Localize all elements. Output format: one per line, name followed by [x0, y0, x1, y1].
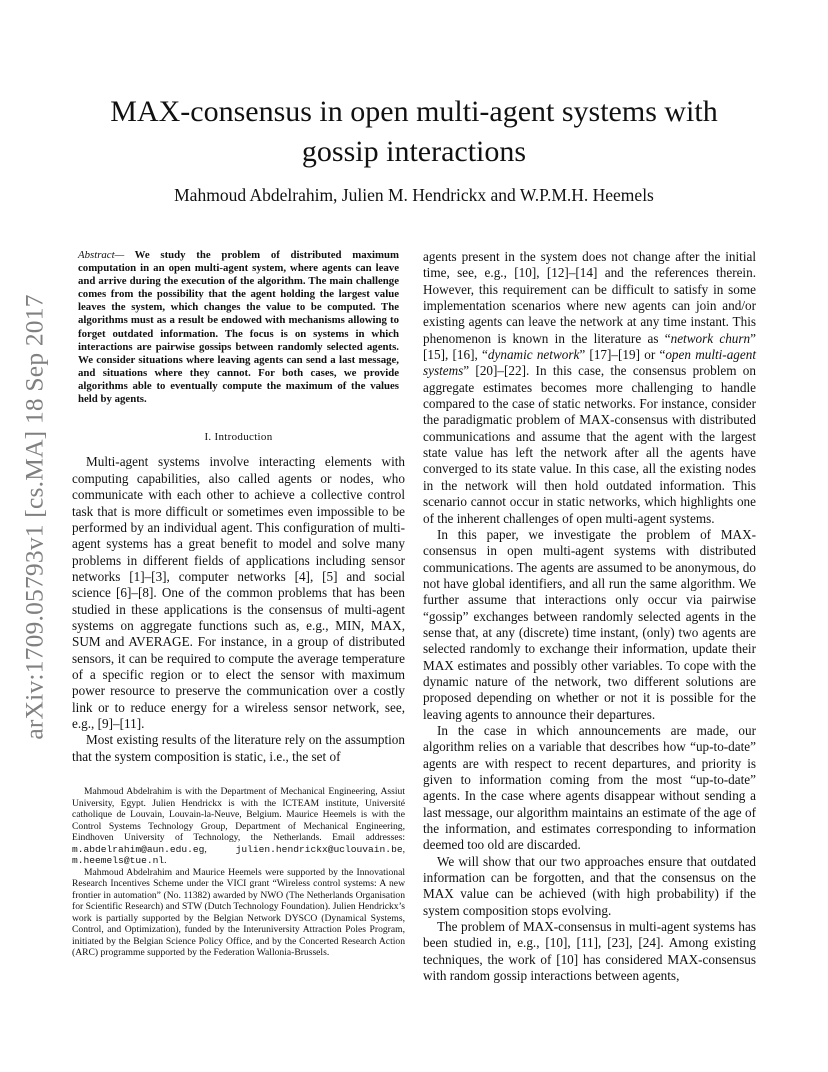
- title-line-1: MAX-consensus in open multi-agent systems with: [110, 95, 718, 128]
- rp1-em-open-mas: open multi-agent systems: [423, 347, 756, 379]
- rp1-d: ” [20]–[22]. In this case, the consensus problem on aggregate estimates becomes more challenging to handle compared to the case of static networks. For instance, consider the paradigmatic problem of MAX-consensus with distributed communications and assume that the agent with the largest state value has left the network after all the agents have converged to its state value. In this case, all the existing nodes in the network will then hold outdated information. This scenario cannot occur in static networks, which highlights one of the inherent challenges of open multi-agent systems.: [423, 363, 756, 526]
- author-list: Mahmoud Abdelrahim, Julien M. Hendrickx and W.P.M.H. Heemels: [174, 185, 654, 205]
- rp1-a: agents present in the system does not change after the initial time, see, e.g., [10], [12]–[14] and the references therein. However, this requirement can be difficult to satisfy in some implementation scenarios where new agents can join and/or existing agents can leave the network at any time instant. This phenomenon is known in the literature as “: [423, 249, 756, 346]
- intro-paragraph-2: Most existing results of the literature rely on the assumption that the system composition is static, i.e., the set of: [72, 732, 405, 764]
- footnote-affiliations: [72, 786, 405, 867]
- right-paragraph-1: [423, 249, 756, 527]
- arxiv-identifier: arXiv:1709.05793v1 [cs.MA] 18 Sep 2017: [20, 294, 49, 740]
- rp1-em-network-churn: network churn: [670, 330, 751, 346]
- title-line-2: gossip interactions: [301, 135, 527, 168]
- email-abdelrahim[interactable]: m.abdelrahim@aun.edu.eg: [72, 843, 205, 855]
- right-paragraph-3: In the case in which announcements are made, our algorithm relies on a variable that describes how “up-to-date” agents are with respect to recent departures, and priority is given to information coming from the most “up-to-date” agents. In the case where agents disappear without sending a last message, our algorithm maintains an estimate of the age of the information, and estimates corresponding to information deemed too old are discarded.: [423, 722, 756, 853]
- email-heemels[interactable]: m.heemels@tue.nl: [72, 855, 165, 866]
- rp1-b: ” [15], [16], “: [423, 330, 756, 363]
- right-paragraph-4: We will show that our two approaches ensure that outdated information can be forgotten, and that the consensus on the MAX value can be achieved (with high probability) if the system composition stops evolving.: [423, 853, 756, 918]
- rp1-c: ” [17]–[19] or “: [579, 347, 666, 363]
- abstract: [78, 249, 399, 406]
- abstract-text: We study the problem of distributed maximum computation in an open multi-agent system, where agents can leave and arrive during the execution of the algorithm. The main challenge comes from the possibility that the agent holding the largest value leaves the system, which changes the value to be computed. The algorithms must as a result be endowed with mechanisms allowing to forget outdated information. The focus is on systems in which interactions are pairwise gossips between randomly selected agents. We consider situations where leaving agents can send a last message, and situations where they cannot. For both cases, we provide algorithms able to eventually compute the maximum of the values held by agents.: [78, 249, 399, 406]
- intro-paragraph-1: Multi-agent systems involve interacting elements with computing capabilities, also called agents or nodes, who communicate with each other to achieve a collective control task that is more difficult or sometimes even impossible to be performed by an individual agent. This configuration of multi-agent systems has a great benefit to model and solve many problems in different fields of applications including sensor networks [1]–[3], computer networks [4], [5] and social science [6]–[8]. One of the common problems that has been studied in these applications is the consensus of multi-agent systems on aggregate functions such as, e.g., MIN, MAX, SUM and AVERAGE. For instance, in a group of distributed sensors, it can be required to compute the average temperature of a specific region or to elect the sensor with maximum power resource to preserve the communication over a costly link or to reduce energy for a wireless sensor network, see, e.g., [9]–[11].: [72, 454, 405, 731]
- footnote-affiliations-text: Mahmoud Abdelrahim is with the Department of Mechanical Engineering, Assiut University, Egypt. Julien Hendrickx is with the ICTEAM institute, Université catholique de Louvain, Louvain-la-Neuve, Belgium. Maurice Heemels is with the Control Systems Technology Group, Department of Mechanical Engineering, Eindhoven University of Technology, the Netherlands. Email addresses:: [72, 786, 405, 843]
- paper-title: [60, 92, 768, 172]
- footnote-funding: Mahmoud Abdelrahim and Maurice Heemels were supported by the Innovational Research Incentives Scheme under the VICI grant “Wireless control systems: A new frontier in automation” (No. 11382) awarded by NWO (The Netherlands Organisation for Scientific Research) and STW (Dutch Technology Foundation). Julien Hendrickx’s work is partially supported by the Belgian Network DYSCO (Dynamical Systems, Control, and Optimization), funded by the Interuniversity Attraction Poles Program, initiated by the Belgian Science Policy Office, and by the Concerted Research Action (ARC) programme supported by the Federation Wallonia-Brussels.: [72, 866, 405, 958]
- rp1-em-dynamic-network: dynamic network: [487, 347, 580, 363]
- email-end: .: [164, 855, 167, 866]
- email-separator-1: ,: [204, 843, 236, 855]
- email-hendrickx[interactable]: julien.hendrickx@uclouvain.be: [235, 843, 403, 855]
- right-column: [423, 249, 756, 984]
- footnotes: [72, 786, 405, 959]
- right-paragraph-5: The problem of MAX-consensus in multi-agent systems has been studied in, e.g., [10], [11], [23], [24]. Among existing techniques, the work of [10] has considered MAX-consensus with random gossip interactions between agents,: [423, 919, 756, 984]
- left-column: [72, 249, 405, 765]
- email-separator-2: ,: [402, 843, 405, 855]
- arxiv-sidebar-stamp: [22, 272, 48, 762]
- abstract-lead: Abstract—: [78, 249, 125, 261]
- section-heading-introduction: I. Introduction: [204, 431, 273, 444]
- right-paragraph-2: In this paper, we investigate the problem of MAX-consensus in open multi-agent systems with distributed communications. The agents are assumed to be anonymous, do not have global identifiers, and all run the same algorithm. We further assume that interactions only occur via pairwise “gossip” exchanges between randomly selected agents in the sense that, at any (discrete) time instant, (only) two agents are selected randomly to exchange their information, update their MAX estimates and possibly other variables. To cope with the dynamic nature of the network, two different solutions are proposed depending on whether or not it is possible for the leaving agents to announce their departures.: [423, 526, 756, 722]
